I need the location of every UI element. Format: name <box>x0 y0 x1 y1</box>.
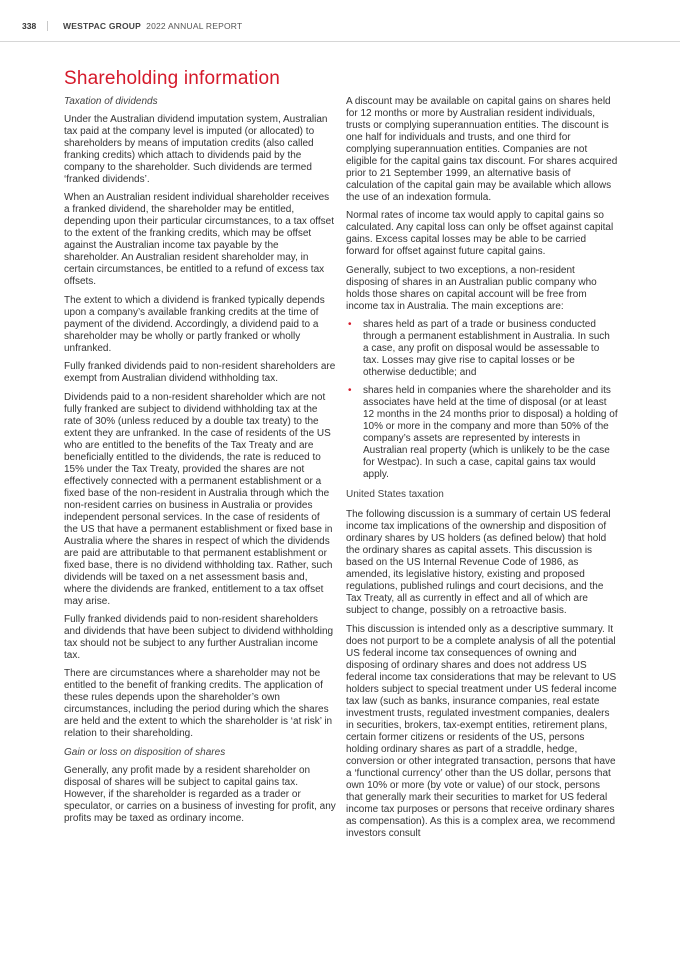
paragraph: Generally, any profit made by a resident shareholder on disposal of shares will be subject to capital gains tax. However, if the shareholder is regarded as a trader or speculator, or carries on a business of investing for profit, any profits may be taxed as ordinary income. <box>64 764 336 824</box>
list-item-text: shares held in companies where the shareholder and its associates have held at the time of disposal (or at least 12 months in the 24 months prior to disposal) a holding of 10% or more in the company and more than 50% of the company’s assets are represented by interests in Australian real property (which is unlikely to be the case for Westpac). In such a case, capital gains tax would apply. <box>363 385 618 481</box>
left-column <box>64 96 336 831</box>
list-item <box>346 385 618 481</box>
right-column <box>346 96 618 846</box>
header-divider <box>0 41 680 42</box>
paragraph: The following discussion is a summary of certain US federal income tax implications of the ownership and disposition of ordinary shares by US holders (as defined below) that hold the ordinary shares as capital assets. This discussion is based on the US Internal Revenue Code of 1986, as amended, its legislative history, existing and proposed regulations, published rulings and court decisions, and the Tax Treaty, all as currently in effect and all of which are subject to change, possibly on a retroactive basis. <box>346 509 611 617</box>
paragraph: This discussion is intended only as a descriptive summary. It does not purport to be a complete analysis of all the potential US federal income tax consequences of owning and disposing of ordinary shares and does not address US federal income tax considerations that may be relevant to US holders subject to special treatment under US federal income tax law (such as banks, insurance companies, real estate investment trusts, regulated investment companies, dealers in securities, brokers, tax-exempt entities, retirement plans, certain former citizens or residents of the US, persons holding ordinary shares as part of a straddle, hedge, conversion or other integrated transaction, persons that have a ‘functional currency’ other than the US dollar, persons that own 10% or more (by vote or value) of our stock, persons that generally mark their securities to market for US federal income tax purposes or persons that receive ordinary shares as compensation). As this is a complex area, we recommend investors consult <box>346 623 617 839</box>
exceptions-list <box>346 319 618 481</box>
paragraph: Normal rates of income tax would apply to capital gains so calculated. Any capital loss can only be offset against capital gains. Excess capital losses may be able to be carried forward for offset against future capital gains. <box>346 210 614 258</box>
paragraph: Dividends paid to a non-resident shareholder which are not fully franked are subject to dividend withholding tax at the rate of 30% (unless reduced by a double tax treaty) to the extent they are unfranked. In the case of residents of the US who are entitled to the benefits of the Tax Treaty and are beneficially entitled to the dividends, the rate is reduced to 15% under the Tax Treaty, provided the shares are not effectively connected with a permanent establishment or a fixed base of the non-resident in Australia through which the non-resident carries on business in Australia or provides independent personal services. In the case of residents of the US that have a permanent establishment or fixed base in Australia where the shares in respect of which the dividends are paid are attributable to that permanent establishment or fixed base, there is no dividend withholding tax. Rather, such dividends will be taxed on a net assessment basis and, where the dividends are franked, entitlement to a tax offset may arise. <box>64 391 333 607</box>
list-item-text: shares held as part of a trade or business conducted through a permanent establishment in Australia. In such a case, any profit on disposal would be assessable to tax. Losses may give rise to capital losses or be otherwise deductible; and <box>363 319 610 379</box>
page-header <box>0 0 680 42</box>
subheading-united-states-taxation: United States taxation <box>346 489 444 501</box>
paragraph: Generally, subject to two exceptions, a non-resident disposing of shares in an Australian public company who holds those shares on capital account will be free from income tax in Australia. The main exceptions are: <box>346 264 597 312</box>
report-title: 2022 ANNUAL REPORT <box>146 21 243 31</box>
report-header <box>63 21 242 31</box>
paragraph: There are circumstances where a shareholder may not be entitled to the benefit of franking credits. The application of these rules depends upon the shareholder’s own circumstances, including the period during which the shares are held and the extent to which the shareholder is ‘at risk’ in relation to their shareholding. <box>64 668 333 740</box>
paragraph: The extent to which a dividend is franked typically depends upon a company’s available franking credits at the time of payment of the dividend. Accordingly, a dividend paid to a shareholder may be wholly or partly franked or wholly unfranked. <box>64 294 325 354</box>
subheading-taxation-of-dividends: Taxation of dividends <box>64 96 158 107</box>
paragraph: A discount may be available on capital gains on shares held for 12 months or more by Australian resident individuals, trusts or complying superannuation entities. The discount is one half for individuals and trusts, and one third for complying superannuation entities. Companies are not eligible for the capital gains tax discount. For shares acquired prior to 21 September 1999, an alternative basis of calculation of the capital gain may be available which allows the use of an indexation formula. <box>346 96 618 203</box>
paragraph: Fully franked dividends paid to non-resident shareholders are exempt from Australian dividend withholding tax. <box>64 361 336 385</box>
list-item <box>346 319 618 379</box>
bullet-icon: • <box>348 319 352 331</box>
subheading-gain-or-loss: Gain or loss on disposition of shares <box>64 746 226 758</box>
paragraph: Fully franked dividends paid to non-resident shareholders and dividends that have been subject to dividend withholding tax should not be subject to any further Australian income tax. <box>64 613 334 661</box>
page-number: 338 <box>22 21 37 31</box>
paragraph: Under the Australian dividend imputation system, Australian tax paid at the company level is imputed (or allocated) to shareholders by means of imputation credits (also called franking credits) which attach to dividends paid by the company to the shareholder. Such dividends are termed ‘franked dividends’. <box>64 114 328 185</box>
page-title: Shareholding information <box>64 68 281 89</box>
paragraph: When an Australian resident individual shareholder receives a franked dividend, the shareholder may be entitled, depending upon their particular circumstances, to a tax offset to the extent of the franking credits, which may be offset against the Australian income tax payable by the shareholder. An Australian resident shareholder may, in certain circumstances, be entitled to a refund of excess tax offsets. <box>64 192 334 288</box>
header-separator <box>47 21 48 31</box>
bullet-icon: • <box>348 385 352 397</box>
company-name: WESTPAC GROUP <box>63 21 142 31</box>
